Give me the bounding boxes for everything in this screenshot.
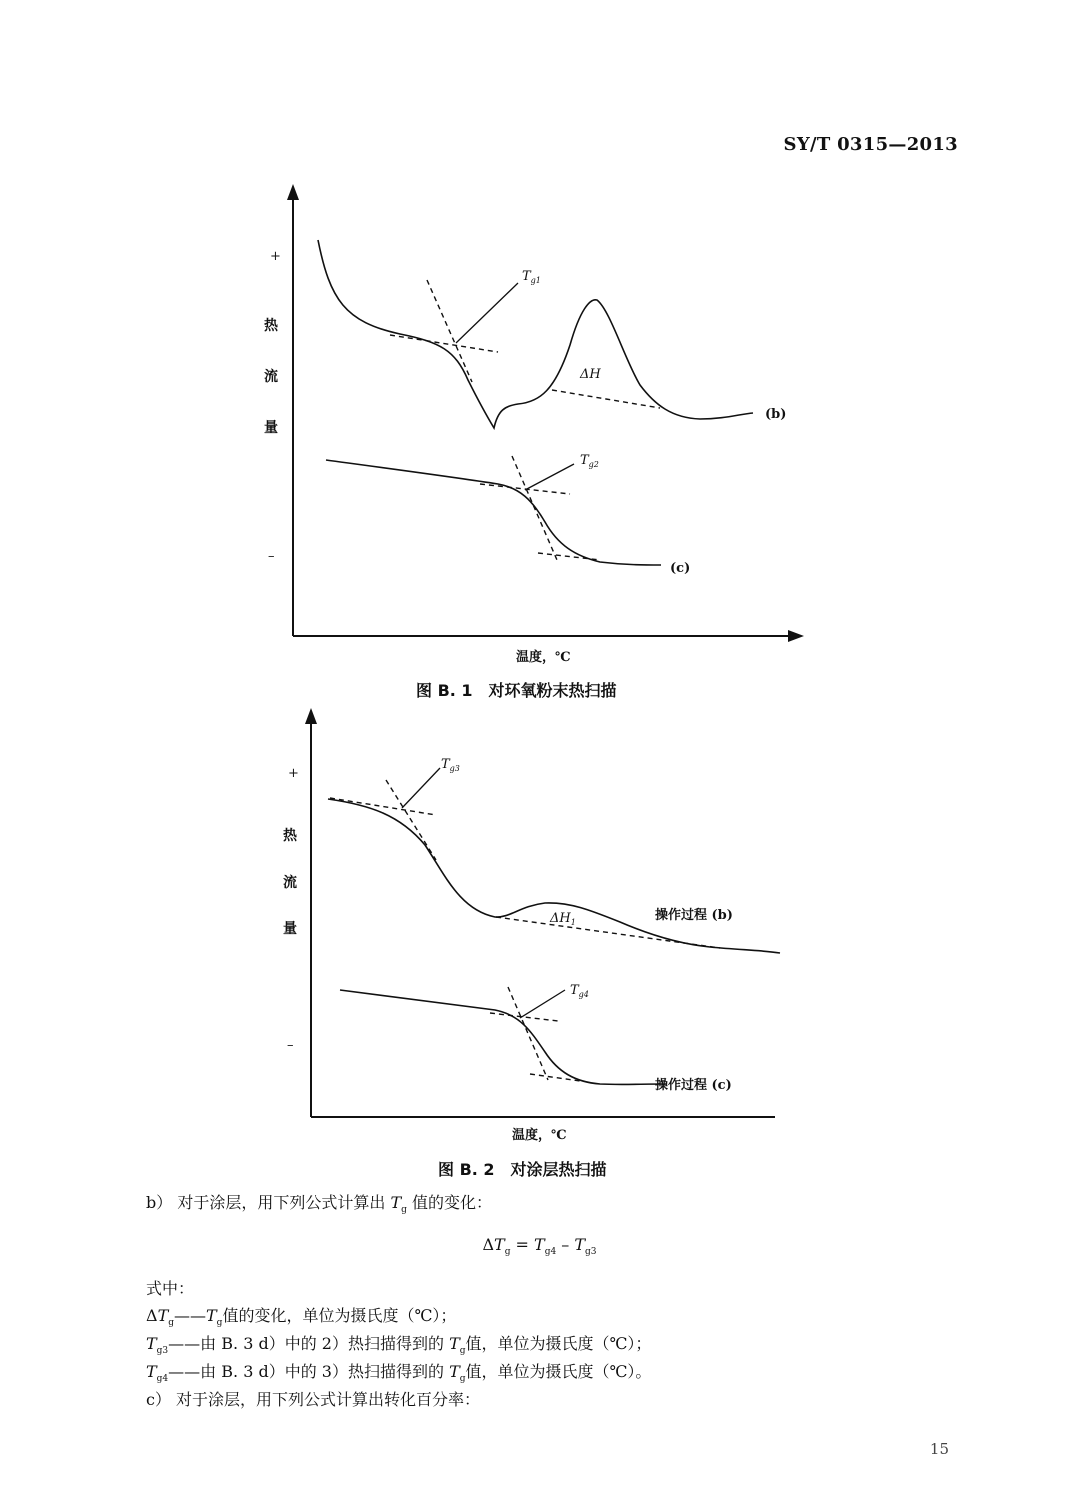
fig1-curve-b-label: (b) [765,407,787,422]
fig2-tg3-label: $T_{g3}$ [441,757,460,773]
fig1-y-label-2: 流 [264,369,278,385]
fig1-curve-c-label: (c) [670,561,691,576]
standard-number: SY/T 0315—2013 [783,134,958,155]
fig2-delta-h1-label: $\Delta H_1$ [550,911,576,927]
definition-tg3: $T_{g3}——$由 B. 3 d）中的 2）热扫描得到的 $T_g$值，单位为摄氏度（℃）； [146,1334,652,1357]
fig1-y-label-1: 热 [264,318,278,334]
fig2-curve-b [328,799,780,953]
fig2-y-label-2: 流 [283,875,297,891]
fig2-y-label-1: 热 [283,828,297,844]
fig2-tg4-tangent-steep [508,987,548,1080]
fig2-y-plus: + [288,766,299,781]
fig2-tg4-label: $T_{g4}$ [570,983,589,999]
fig2-tg4-tangent-upper [490,1013,558,1021]
fig1-tg1-label: $T_{g1}$ [522,269,541,285]
fig2-y-minus: – [287,1038,294,1053]
fig2-tg4-pointer [520,990,565,1018]
fig2-x-label: 温度，℃ [512,1128,567,1143]
page-number: 15 [929,1440,949,1458]
fig2-curve-c [340,990,667,1084]
fig1-delta-h-label: ΔH [580,367,601,382]
fig1-x-label: 温度，℃ [516,650,571,665]
item-b: b） 对于涂层，用下列公式计算出 $T_g$ 值的变化： [146,1193,492,1216]
definition-delta-tg: $\Delta T_g——T_g$值的变化，单位为摄氏度（℃）； [146,1306,457,1329]
figure-b2-caption: 图 B. 2 对涂层热扫描 [438,1160,607,1179]
fig2-y-label-3: 量 [283,921,297,937]
where-label: 式中： [146,1279,195,1298]
item-c: c） 对于涂层，用下列公式计算出转化百分率： [146,1390,481,1409]
definition-tg4: $T_{g4}——$由 B. 3 d）中的 3）热扫描得到的 $T_g$值，单位为摄氏度（℃）。 [146,1362,652,1385]
fig1-tg2-label: $T_{g2}$ [580,453,599,469]
fig2-curve-c-label: 操作过程 (c) [655,1078,732,1093]
fig2-curve-b-label: 操作过程 (b) [655,908,733,923]
fig1-y-label-3: 量 [264,420,278,436]
figure-b1-caption: 图 B. 1 对环氧粉末热扫描 [416,681,617,700]
fig2-tg3-pointer [402,768,440,808]
fig1-y-plus: + [270,249,281,264]
fig1-y-minus: – [268,549,275,564]
fig2-tg3-tangent-steep [386,780,436,860]
formula-delta-tg: $\Delta T_g = T_{g4} - T_{g3}$ [482,1235,597,1258]
